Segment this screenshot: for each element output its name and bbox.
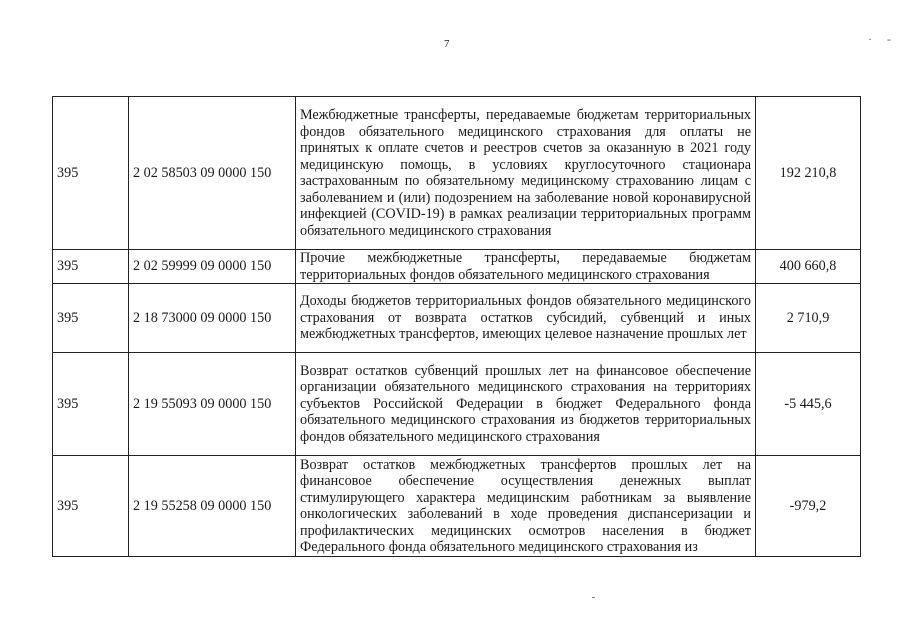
revenue-name-cell — [296, 456, 756, 557]
admin-code-cell: 395 — [53, 284, 129, 353]
admin-code-cell: 395 — [53, 353, 129, 456]
budget-code-cell: 2 02 59999 09 0000 150 — [129, 250, 296, 284]
amount-cell: 400 660,8 — [756, 250, 861, 284]
amount-cell: -979,2 — [756, 456, 861, 557]
amount-cell: 192 210,8 — [756, 97, 861, 250]
table-row — [53, 97, 861, 250]
table-row — [53, 250, 861, 284]
scan-artifact-dot — [592, 597, 595, 598]
table-row — [53, 284, 861, 353]
budget-code-cell: 2 19 55258 09 0000 150 — [129, 456, 296, 557]
page-number: 7 — [444, 38, 450, 50]
revenue-table — [52, 96, 861, 557]
revenue-name-text: Возврат остатков межбюджетных трансфертов прошлых лет на финансовое обеспечение осуществления денежных выплат стимулирующего характера медицинским работникам за выявление онкологических заболеваний в ходе проведения диспансеризации и профилактических медицинских осмотров населения в бюджет Федерального фонда обязательного медицинского страхования из — [300, 456, 751, 555]
admin-code-cell: 395 — [53, 250, 129, 284]
table-row — [53, 353, 861, 456]
admin-code-cell: 395 — [53, 456, 129, 557]
revenue-name-cell: Межбюджетные трансферты, передаваемые бюджетам территориальных фондов обязательного медицинского страхования для оплаты не принятых к оплате счетов и реестров счетов за оказанную в 2021 году медицинскую помощь, в условиях круглосуточного стационара застрахованным по обязательному медицинскому страхованию лицам с заболеванием и (или) подозрением на заболевание новой коронавирусной инфекцией (COVID-19) в рамках реализации территориальных программ обязательного медицинского страхования — [296, 97, 756, 250]
revenue-name-cell: Прочие межбюджетные трансферты, передаваемые бюджетам территориальных фондов обязательного медицинского страхования — [296, 250, 756, 284]
revenue-name-cell: Возврат остатков субвенций прошлых лет на финансовое обеспечение организации обязательного медицинского страхования на территориях субъектов Российской Федерации в бюджет Федерального фонда обязательного медицинского страхования из бюджетов территориальных фондов обязательного медицинского страхования — [296, 353, 756, 456]
budget-code-cell: 2 18 73000 09 0000 150 — [129, 284, 296, 353]
budget-code-cell: 2 02 58503 09 0000 150 — [129, 97, 296, 250]
amount-cell: -5 445,6 — [756, 353, 861, 456]
scan-artifact-marks: · - — [868, 32, 897, 46]
admin-code-cell: 395 — [53, 97, 129, 250]
amount-cell: 2 710,9 — [756, 284, 861, 353]
revenue-name-cell: Доходы бюджетов территориальных фондов обязательного медицинского страхования от возврата остатков субсидий, субвенций и иных межбюджетных трансфертов, имеющих целевое назначение прошлых лет — [296, 284, 756, 353]
table-row — [53, 456, 861, 557]
budget-code-cell: 2 19 55093 09 0000 150 — [129, 353, 296, 456]
